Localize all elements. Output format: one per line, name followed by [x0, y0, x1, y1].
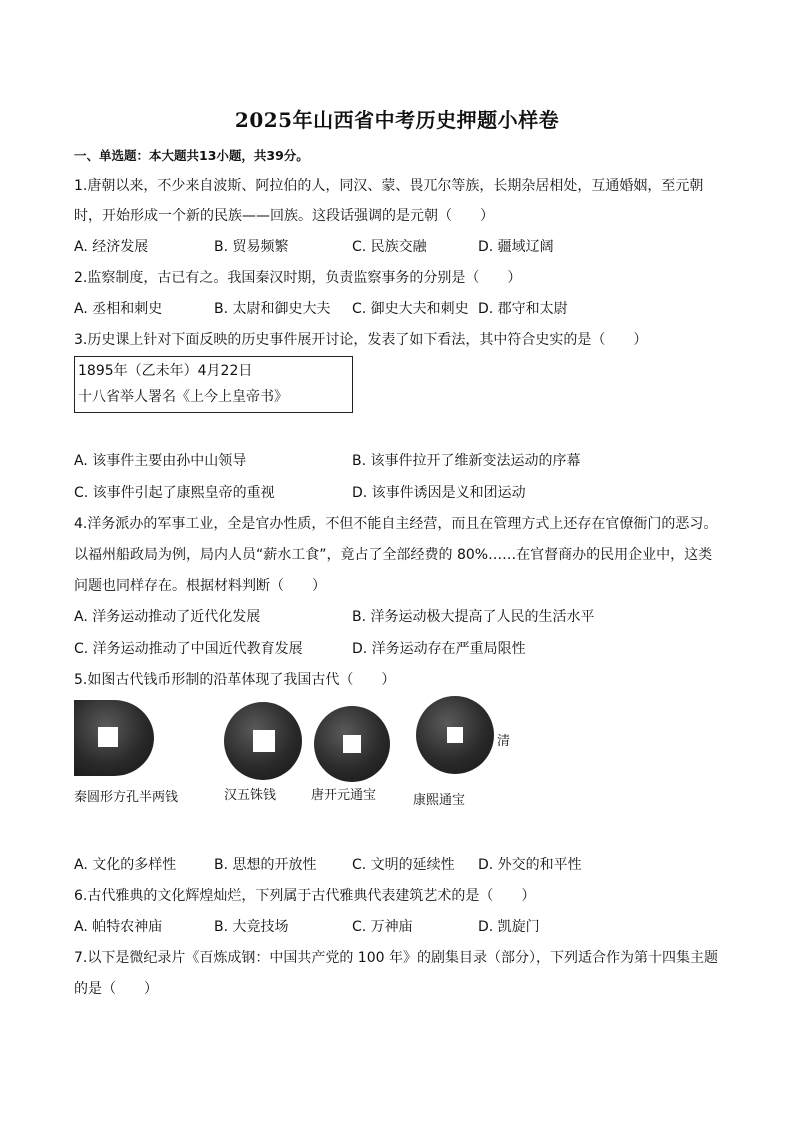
coin-caption-qing: 康熙通宝 — [413, 793, 466, 808]
q4-option-a[interactable]: A. 洋务运动推动了近代化发展 — [74, 609, 261, 625]
q3-option-d[interactable]: D. 该事件诱因是义和团运动 — [352, 485, 526, 501]
q1-option-d[interactable]: D. 疆域辽阔 — [478, 239, 554, 255]
q2-stem: 2.监察制度，古已有之。我国秦汉时期，负责监察事务的分别是（ ） — [74, 270, 522, 286]
q3-stem: 3.历史课上针对下面反映的历史事件展开讨论，发表了如下看法，其中符合史实的是（ ） — [74, 332, 648, 348]
q5-option-b[interactable]: B. 思想的开放性 — [214, 857, 317, 873]
q3-material-box — [74, 356, 353, 413]
q6-option-c[interactable]: C. 万神庙 — [352, 919, 413, 935]
coin-caption-qin: 秦圆形方孔半两钱 — [74, 790, 179, 805]
q5-option-d[interactable]: D. 外交的和平性 — [478, 857, 582, 873]
q2-option-d[interactable]: D. 郡守和太尉 — [478, 301, 568, 317]
q7-stem-line1: 7.以下是微纪录片《百炼成钢：中国共产党的 100 年》的剧集目录（部分），下列适合作为第十四集主题 — [74, 950, 718, 966]
q6-option-d[interactable]: D. 凯旋门 — [478, 919, 540, 935]
coin-square-hole — [253, 730, 275, 752]
section-heading: 一、单选题：本大题共13小题，共39分。 — [74, 148, 309, 163]
q6-option-a[interactable]: A. 帕特农神庙 — [74, 919, 163, 935]
q2-option-c[interactable]: C. 御史大夫和刺史 — [352, 301, 469, 317]
q3-material-event: 十八省举人署名《上今上皇帝书》 — [78, 389, 288, 405]
wu-zhu-coin-image — [224, 702, 302, 780]
exam-title: 2025年山西省中考历史押题小样卷 — [234, 108, 560, 132]
q5-option-a[interactable]: A. 文化的多样性 — [74, 857, 177, 873]
coin-square-hole — [98, 727, 118, 747]
q3-option-c[interactable]: C. 该事件引起了康熙皇帝的重视 — [74, 485, 275, 501]
qing-label: 清 — [497, 734, 511, 749]
q1-stem-line1: 1.唐朝以来，不少来自波斯、阿拉伯的人，同汉、蒙、畏兀尔等族，长期杂居相处，互通婚姻，至元朝 — [74, 178, 704, 194]
q5-stem: 5.如图古代钱币形制的沿革体现了我国古代（ ） — [74, 672, 396, 688]
kai-yuan-coin-image — [314, 706, 390, 782]
q1-option-c[interactable]: C. 民族交融 — [352, 239, 427, 255]
q1-option-b[interactable]: B. 贸易频繁 — [214, 239, 289, 255]
q1-option-a[interactable]: A. 经济发展 — [74, 239, 149, 255]
q4-stem-line3: 问题也同样存在。根据材料判断（ ） — [74, 578, 326, 594]
q6-stem: 6.古代雅典的文化辉煌灿烂，下列属于古代雅典代表建筑艺术的是（ ） — [74, 888, 536, 904]
ban-liang-coin-image — [74, 700, 154, 776]
q7-stem-line2: 的是（ ） — [74, 981, 158, 997]
q3-option-a[interactable]: A. 该事件主要由孙中山领导 — [74, 453, 247, 469]
q4-option-d[interactable]: D. 洋务运动存在严重局限性 — [352, 641, 526, 657]
q5-option-c[interactable]: C. 文明的延续性 — [352, 857, 455, 873]
q3-material-date: 1895年（乙未年）4月22日 — [78, 363, 253, 379]
q2-option-b[interactable]: B. 太尉和御史大夫 — [214, 301, 331, 317]
q4-option-c[interactable]: C. 洋务运动推动了中国近代教育发展 — [74, 641, 303, 657]
q1-stem-line2: 时，开始形成一个新的民族——回族。这段话强调的是元朝（ ） — [74, 208, 494, 224]
q3-option-b[interactable]: B. 该事件拉开了维新变法运动的序幕 — [352, 453, 581, 469]
coin-caption-han: 汉五铢钱 — [224, 788, 277, 803]
q4-stem-line1: 4.洋务派办的军事工业，全是官办性质，不但不能自主经营，而且在管理方式上还存在官僚衙门的恶习。 — [74, 516, 718, 532]
kang-xi-coin-image — [416, 696, 494, 774]
q2-option-a[interactable]: A. 丞相和刺史 — [74, 301, 163, 317]
coin-square-hole — [447, 727, 463, 743]
coin-square-hole — [343, 735, 361, 753]
q4-stem-line2: 以福州船政局为例，局内人员“薪水工食”，竟占了全部经费的 80%……在官督商办的民用企业中，这类 — [74, 547, 713, 563]
q4-option-b[interactable]: B. 洋务运动极大提高了人民的生活水平 — [352, 609, 595, 625]
coin-caption-tang: 唐开元通宝 — [311, 788, 377, 803]
q6-option-b[interactable]: B. 大竞技场 — [214, 919, 289, 935]
